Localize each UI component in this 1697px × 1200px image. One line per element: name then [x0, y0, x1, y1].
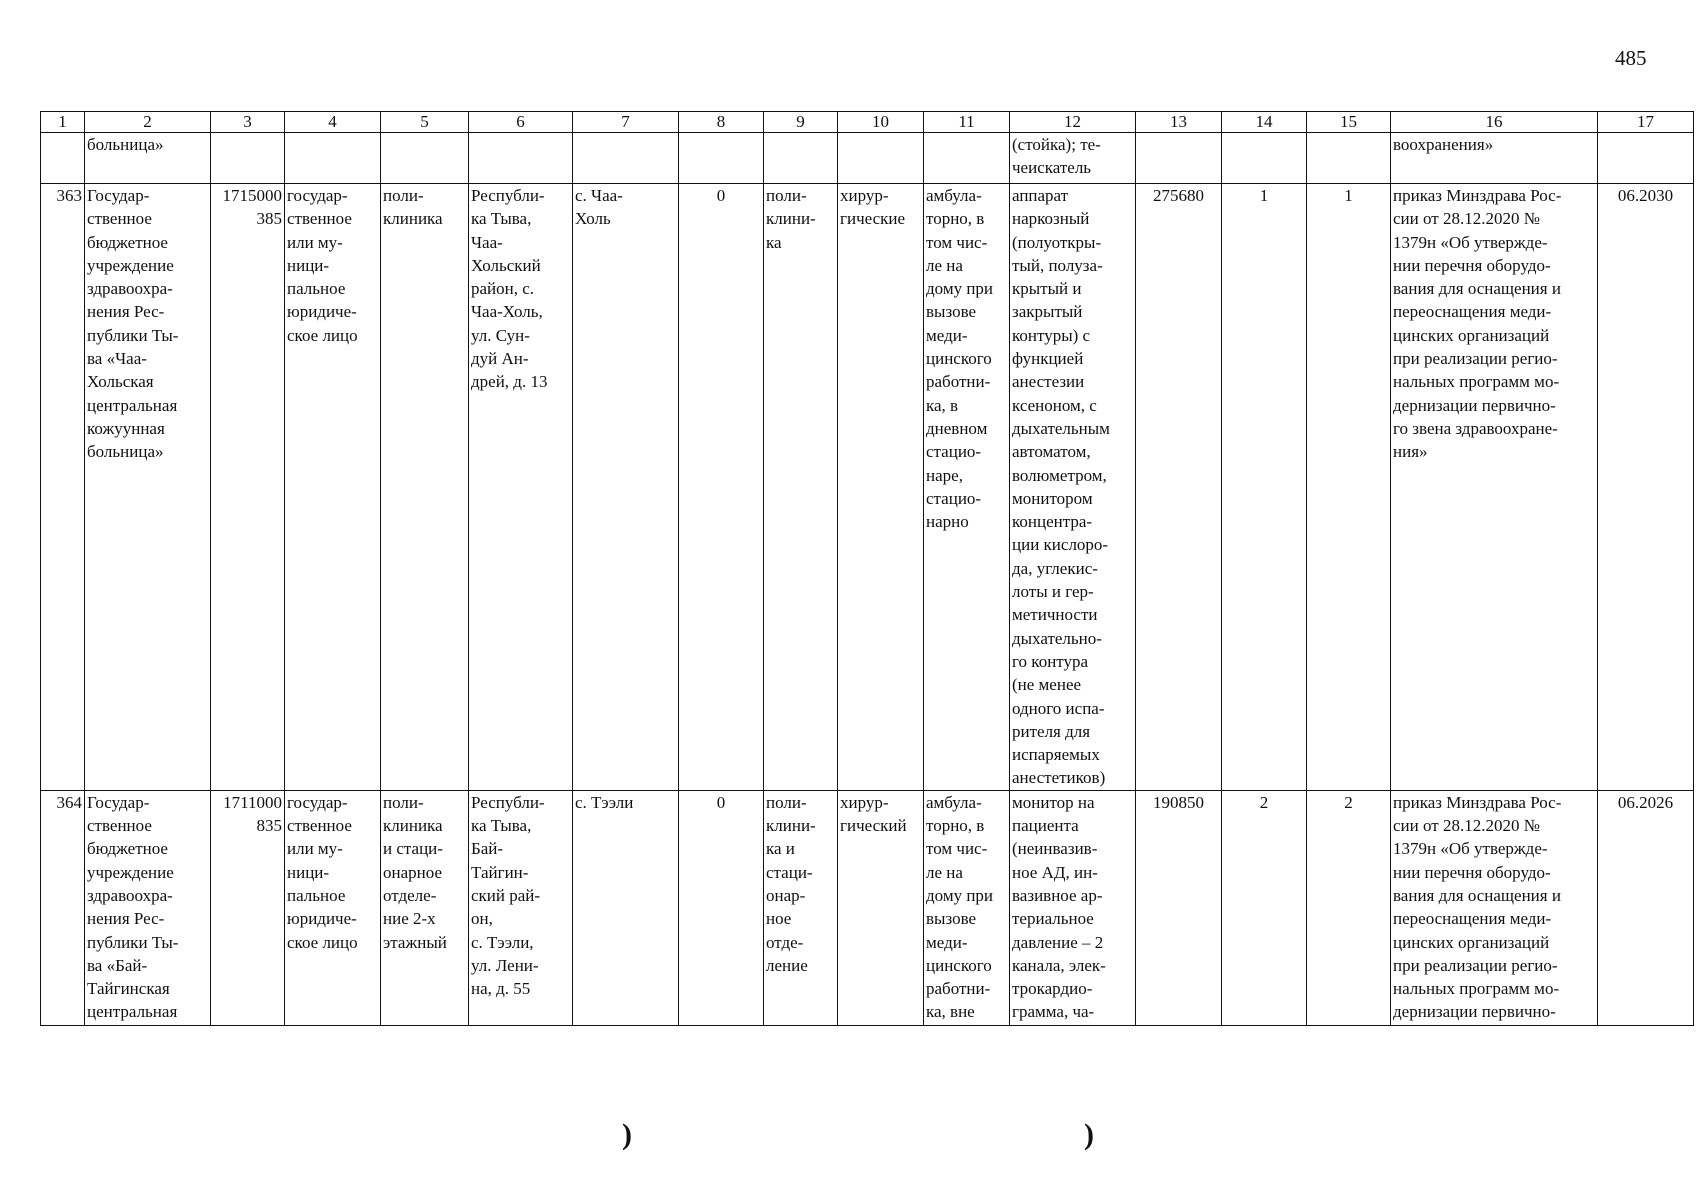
organization-name: Государ- ственное бюджетное учреждение здравоохра- нения Рес- публики Ты- ва «Чаа- Хольская центральная кожуунная больница»	[85, 184, 211, 791]
care-conditions: амбула- торно, в том чис- ле на дому при вызове меди- цинского работни- ка, в дневном стацио- наре, стацио- нарно	[924, 184, 1010, 791]
table-cell: (стойка); те- чеискатель	[1010, 133, 1136, 184]
facility-type: поли- клиника	[381, 184, 469, 791]
column-header: 15	[1307, 112, 1391, 133]
column-header: 1	[41, 112, 85, 133]
table-cell	[679, 133, 764, 184]
table-cell	[573, 133, 679, 184]
profile: хирур- гические	[838, 184, 924, 791]
unit: поли- клини- ка	[764, 184, 838, 791]
table-cell: 1	[1307, 184, 1391, 791]
table-cell	[381, 133, 469, 184]
table-cell	[1136, 133, 1222, 184]
settlement: с. Чаа- Холь	[573, 184, 679, 791]
table-cell: больница»	[85, 133, 211, 184]
organization-code: 1711000 835	[211, 790, 285, 1025]
row-number: 364	[41, 790, 85, 1025]
row-number: 363	[41, 184, 85, 791]
table-cell	[1598, 133, 1694, 184]
column-header: 5	[381, 112, 469, 133]
equipment: аппарат наркозный (полуоткры- тый, полуза- крытый и закрытый контуры) с функцией анестезии ксеноном, с дыхательным автоматом, волюметром, монитором концентра- ции кислоро- да, углекис- лоты и гер- метичности дыхательно- го контура (не менее одного испа- рителя для испаряемых анестетиков)	[1010, 184, 1136, 791]
table-cell	[211, 133, 285, 184]
column-header: 12	[1010, 112, 1136, 133]
facility-type: поли- клиника и стаци- онарное отделе- ние 2-х этажный	[381, 790, 469, 1025]
handwritten-mark: )	[1084, 1118, 1094, 1151]
table-cell: 1	[1222, 184, 1307, 791]
column-header: 4	[285, 112, 381, 133]
table-row	[41, 790, 1694, 1025]
column-header: 10	[838, 112, 924, 133]
table-cell	[838, 133, 924, 184]
handwritten-mark: )	[622, 1118, 632, 1151]
table-cell: 275680	[1136, 184, 1222, 791]
legal-basis: приказ Минздрава Рос- сии от 28.12.2020 № 1379н «Об утвержде- нии перечня оборудо- вания для оснащения и переоснащения меди- цинских организаций при реализации регио- нальных программ мо- дернизации первично-	[1391, 790, 1598, 1025]
table-cell: 2	[1307, 790, 1391, 1025]
column-header: 8	[679, 112, 764, 133]
organization-code: 1715000 385	[211, 184, 285, 791]
column-header: 3	[211, 112, 285, 133]
legal-form: государ- ственное или му- ници- пальное юридиче- ское лицо	[285, 184, 381, 791]
table-cell	[469, 133, 573, 184]
table-cell	[41, 133, 85, 184]
continuation-row	[41, 133, 1694, 184]
table-cell: 2	[1222, 790, 1307, 1025]
column-header: 14	[1222, 112, 1307, 133]
address: Республи- ка Тыва, Бай- Тайгин- ский рай- он, с. Тээли, ул. Лени- на, д. 55	[469, 790, 573, 1025]
address: Республи- ка Тыва, Чаа- Хольский район, с. Чаа-Холь, ул. Сун- дуй Ан- дрей, д. 13	[469, 184, 573, 791]
table-cell	[1222, 133, 1307, 184]
table-cell: 190850	[1136, 790, 1222, 1025]
table-cell	[285, 133, 381, 184]
care-conditions: амбула- торно, в том чис- ле на дому при вызове меди- цинского работни- ка, вне	[924, 790, 1010, 1025]
column-header: 9	[764, 112, 838, 133]
column-header: 16	[1391, 112, 1598, 133]
column-header: 11	[924, 112, 1010, 133]
equipment-table	[40, 111, 1694, 1026]
table-cell	[764, 133, 838, 184]
column-header: 17	[1598, 112, 1694, 133]
table-cell	[924, 133, 1010, 184]
page-number: 485	[1615, 46, 1647, 70]
table-cell: 0	[679, 184, 764, 791]
organization-name: Государ- ственное бюджетное учреждение здравоохра- нения Рес- публики Ты- ва «Бай- Тайгинская центральная	[85, 790, 211, 1025]
column-header: 6	[469, 112, 573, 133]
table-row	[41, 184, 1694, 791]
column-header: 2	[85, 112, 211, 133]
deadline: 06.2026	[1598, 790, 1694, 1025]
settlement: с. Тээли	[573, 790, 679, 1025]
column-header: 13	[1136, 112, 1222, 133]
unit: поли- клини- ка и стаци- онар- ное отде- ление	[764, 790, 838, 1025]
table-cell: воохранения»	[1391, 133, 1598, 184]
table-cell: 0	[679, 790, 764, 1025]
column-number-row	[41, 112, 1694, 133]
legal-form: государ- ственное или му- ници- пальное юридиче- ское лицо	[285, 790, 381, 1025]
column-header: 7	[573, 112, 679, 133]
profile: хирур- гический	[838, 790, 924, 1025]
legal-basis: приказ Минздрава Рос- сии от 28.12.2020 № 1379н «Об утвержде- нии перечня оборудо- вания для оснащения и переоснащения меди- цинских организаций при реализации регио- нальных программ мо- дернизации первично- го звена здравоохране- ния»	[1391, 184, 1598, 791]
table-cell	[1307, 133, 1391, 184]
deadline: 06.2030	[1598, 184, 1694, 791]
equipment: монитор на пациента (неинвазив- ное АД, ин- вазивное ар- териальное давление – 2 канала, элек- трокардио- грамма, ча-	[1010, 790, 1136, 1025]
